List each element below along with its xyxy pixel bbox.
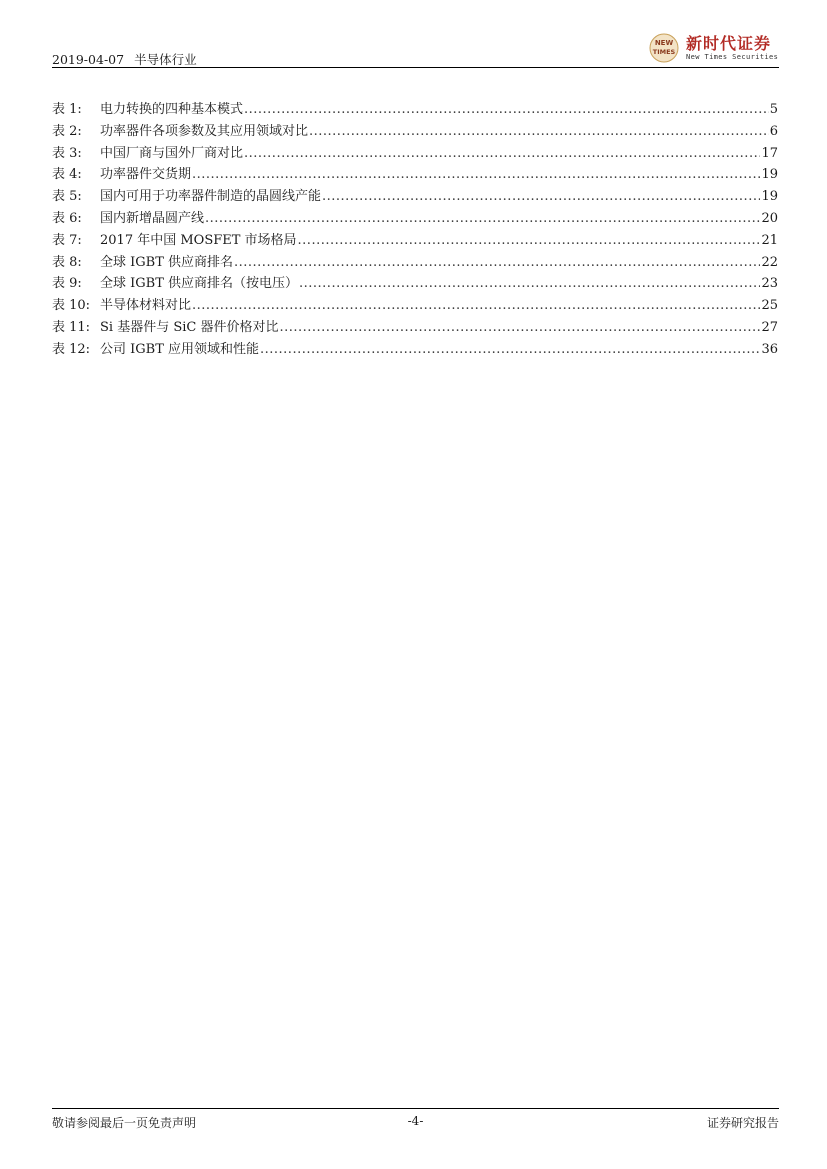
toc-entry-label: 表 5: xyxy=(52,189,82,205)
toc-leader-dots xyxy=(260,339,760,361)
toc-entry[interactable] xyxy=(52,295,778,317)
footer-report-type: 证券研究报告 xyxy=(706,1116,779,1130)
toc-entry-label: 表 1: xyxy=(52,102,82,117)
toc-entry-label: 表 8: xyxy=(52,254,82,270)
toc-entry-page: 25 xyxy=(761,298,778,314)
toc-entry-label: 表 7: xyxy=(52,232,82,248)
toc-leader-dots xyxy=(298,230,761,252)
toc-entry[interactable] xyxy=(52,121,778,143)
svg-text:TIMES: TIMES xyxy=(652,48,676,56)
toc-entry-label: 表 10: xyxy=(52,298,91,314)
toc-leader-dots xyxy=(192,164,760,186)
toc-entry[interactable] xyxy=(52,317,778,339)
toc-entry-title: 功率器件各项参数及其应用领域对比 xyxy=(100,123,309,139)
toc-entry-title: 2017 年中国 MOSFET 市场格局 xyxy=(100,232,297,248)
toc-entry-label: 表 12: xyxy=(52,341,91,357)
toc-entry-title: 功率器件交货期 xyxy=(100,167,192,183)
new-times-badge-icon xyxy=(649,33,679,63)
toc-entry-label: 表 6: xyxy=(52,210,82,226)
report-date: 2019-04-07 xyxy=(52,52,125,67)
toc-entry-page: 22 xyxy=(761,254,778,270)
toc-entry-label: 表 3: xyxy=(52,145,82,161)
toc-entry-title: 公司 IGBT 应用领域和性能 xyxy=(100,341,260,357)
footer-disclaimer: 敬请参阅最后一页免责声明 xyxy=(52,1116,197,1130)
table-of-tables xyxy=(52,99,778,361)
toc-entry-page: 23 xyxy=(761,276,778,292)
toc-entry-page: 36 xyxy=(761,341,778,357)
toc-entry-page: 17 xyxy=(761,145,778,161)
toc-entry-title: 国内可用于功率器件制造的晶圆线产能 xyxy=(100,189,322,205)
toc-entry[interactable] xyxy=(52,273,778,295)
toc-entry[interactable] xyxy=(52,208,778,230)
toc-entry-label: 表 11: xyxy=(52,319,91,335)
toc-entry-title: 全球 IGBT 供应商排名 xyxy=(100,254,234,270)
page-number: -4- xyxy=(407,1114,424,1128)
toc-leader-dots xyxy=(309,121,769,143)
header-divider xyxy=(52,67,779,68)
logo-name-en: New Times Securities xyxy=(686,53,779,61)
toc-entry-title: 半导体材料对比 xyxy=(100,298,192,314)
toc-entry[interactable] xyxy=(52,230,778,252)
toc-entry-page: 21 xyxy=(761,232,778,248)
svg-text:NEW: NEW xyxy=(654,39,674,47)
page-footer xyxy=(52,1114,779,1132)
toc-entry-page: 19 xyxy=(761,167,778,183)
toc-entry-page: 5 xyxy=(769,102,778,117)
toc-entry[interactable] xyxy=(52,186,778,208)
toc-leader-dots xyxy=(244,99,769,121)
toc-entry[interactable] xyxy=(52,164,778,186)
toc-leader-dots xyxy=(322,186,760,208)
toc-entry-title: 中国厂商与国外厂商对比 xyxy=(100,145,244,161)
toc-leader-dots xyxy=(279,317,760,339)
industry-label: 半导体行业 xyxy=(134,52,197,67)
toc-leader-dots xyxy=(205,208,760,230)
page-header xyxy=(52,30,779,68)
logo-name-cn: 新时代证券 xyxy=(686,34,772,53)
toc-entry-title: Si 基器件与 SiC 器件价格对比 xyxy=(100,319,279,335)
toc-entry-title: 国内新增晶圆产线 xyxy=(100,210,205,226)
toc-entry-page: 6 xyxy=(769,123,778,139)
toc-leader-dots xyxy=(234,252,760,274)
company-logo xyxy=(649,30,779,66)
toc-entry-page: 20 xyxy=(761,210,778,226)
toc-entry[interactable] xyxy=(52,143,778,165)
toc-entry-title: 全球 IGBT 供应商排名（按电压） xyxy=(100,276,299,292)
toc-entry-label: 表 2: xyxy=(52,123,82,139)
header-info xyxy=(52,50,203,68)
toc-entry-label: 表 9: xyxy=(52,276,82,292)
toc-leader-dots xyxy=(299,273,760,295)
footer-divider xyxy=(52,1108,779,1109)
toc-entry[interactable] xyxy=(52,339,778,361)
toc-entry-page: 19 xyxy=(761,189,778,205)
toc-leader-dots xyxy=(244,143,760,165)
toc-leader-dots xyxy=(192,295,760,317)
toc-entry-page: 27 xyxy=(761,319,778,335)
toc-entry[interactable] xyxy=(52,252,778,274)
toc-entry-label: 表 4: xyxy=(52,167,82,183)
toc-entry[interactable] xyxy=(52,99,778,121)
toc-entry-title: 电力转换的四种基本模式 xyxy=(100,102,244,117)
